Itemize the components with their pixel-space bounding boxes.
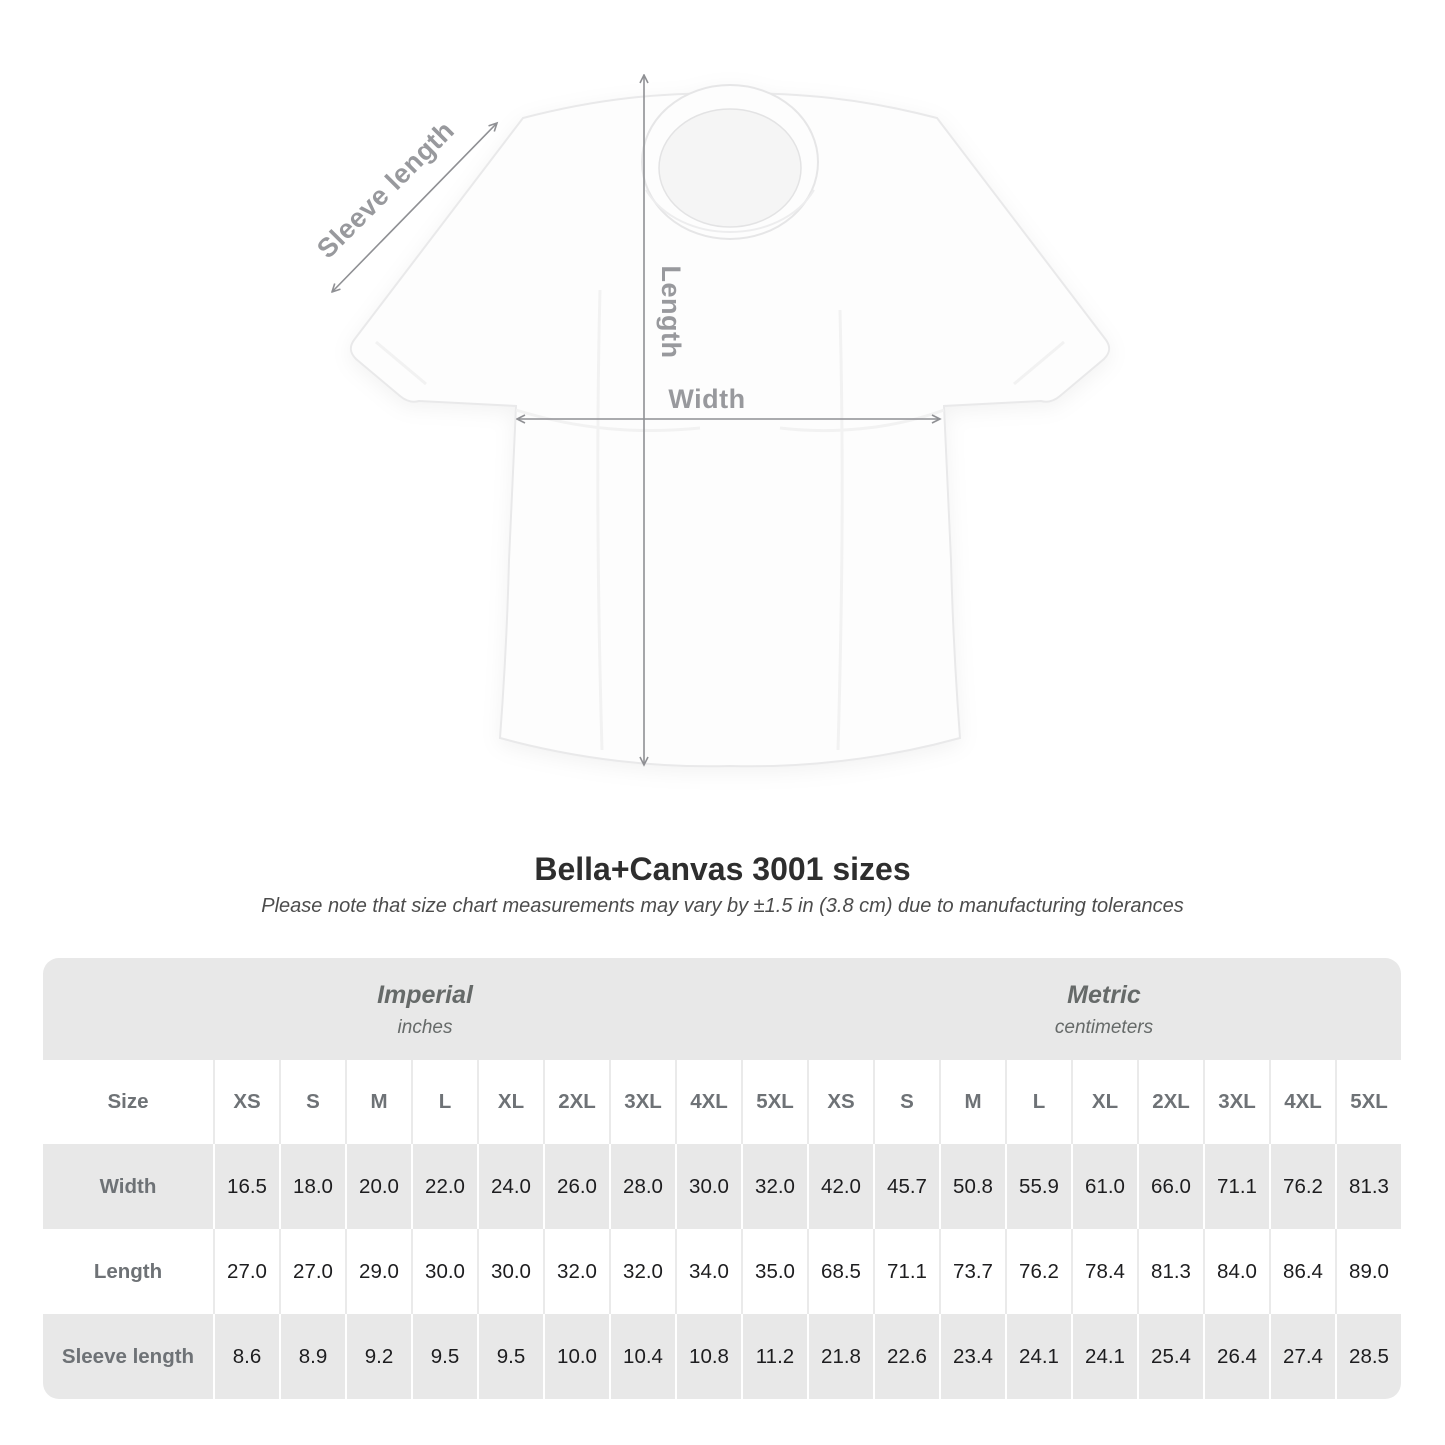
value-cell: 32.0	[609, 1229, 675, 1314]
size-corner-label: Size	[107, 1090, 149, 1113]
value-cell: 81.3	[1137, 1229, 1203, 1314]
width-label: Width	[668, 384, 746, 414]
value-cell: 86.4	[1269, 1229, 1335, 1314]
value-cell: 42.0	[807, 1144, 873, 1229]
value-cell: 24.1	[1005, 1314, 1071, 1399]
sleeve-length-label: Sleeve length	[311, 115, 461, 265]
imperial-unit: inches	[397, 1017, 453, 1038]
size-chart-title: Bella+Canvas 3001 sizes	[534, 851, 911, 887]
value-cell: 28.0	[609, 1144, 675, 1229]
size-header-cell: 2XL	[1137, 1060, 1203, 1144]
size-header-cell: 5XL	[1335, 1060, 1401, 1144]
value-cell: 9.5	[477, 1314, 543, 1399]
tshirt-image	[280, 50, 1160, 830]
value-cell: 27.0	[279, 1229, 345, 1314]
value-cell: 76.2	[1005, 1229, 1071, 1314]
value-cell: 22.0	[411, 1144, 477, 1229]
size-header-cell: XL	[1071, 1060, 1137, 1144]
row-width	[43, 1144, 1401, 1229]
value-cell: 29.0	[345, 1229, 411, 1314]
value-cell: 34.0	[675, 1229, 741, 1314]
size-header-cell: S	[873, 1060, 939, 1144]
value-cell: 28.5	[1335, 1314, 1401, 1399]
tshirt-silhouette	[351, 85, 1109, 766]
value-cell: 76.2	[1269, 1144, 1335, 1229]
tshirt-measurement-diagram	[280, 50, 1160, 830]
value-cell: 30.0	[411, 1229, 477, 1314]
value-cell: 84.0	[1203, 1229, 1269, 1314]
value-cell: 71.1	[1203, 1144, 1269, 1229]
row-label: Sleeve length	[43, 1314, 213, 1399]
value-cell: 30.0	[477, 1229, 543, 1314]
value-cell: 45.7	[873, 1144, 939, 1229]
value-cell: 30.0	[675, 1144, 741, 1229]
value-cell: 22.6	[873, 1314, 939, 1399]
size-header-cell: M	[345, 1060, 411, 1144]
value-cell: 16.5	[213, 1144, 279, 1229]
size-table	[43, 958, 1401, 1399]
size-header-cell: L	[1005, 1060, 1071, 1144]
value-cell: 89.0	[1335, 1229, 1401, 1314]
value-cell: 10.0	[543, 1314, 609, 1399]
value-cell: 35.0	[741, 1229, 807, 1314]
value-cell: 9.2	[345, 1314, 411, 1399]
value-cell: 73.7	[939, 1229, 1005, 1314]
size-header-cell: 5XL	[741, 1060, 807, 1144]
value-cell: 11.2	[741, 1314, 807, 1399]
length-label: Length	[656, 265, 686, 359]
value-cell: 32.0	[543, 1229, 609, 1314]
row-sleeve-length	[43, 1314, 1401, 1399]
value-cell: 27.4	[1269, 1314, 1335, 1399]
metric-title: Metric	[1067, 981, 1141, 1009]
value-cell: 10.4	[609, 1314, 675, 1399]
value-cell: 10.8	[675, 1314, 741, 1399]
row-length	[43, 1229, 1401, 1314]
value-cell: 18.0	[279, 1144, 345, 1229]
size-header-cell: XS	[807, 1060, 873, 1144]
size-header-cell: M	[939, 1060, 1005, 1144]
value-cell: 78.4	[1071, 1229, 1137, 1314]
size-header-cell: 4XL	[675, 1060, 741, 1144]
imperial-group-header	[43, 958, 807, 1060]
value-cell: 71.1	[873, 1229, 939, 1314]
value-cell: 55.9	[1005, 1144, 1071, 1229]
metric-group-header	[807, 958, 1401, 1060]
size-header-cell: L	[411, 1060, 477, 1144]
value-cell: 23.4	[939, 1314, 1005, 1399]
tolerance-note: Please note that size chart measurements may vary by ±1.5 in (3.8 cm) due to manufacturing tolerances	[261, 895, 1184, 917]
value-cell: 20.0	[345, 1144, 411, 1229]
size-header-cell: 2XL	[543, 1060, 609, 1144]
value-cell: 68.5	[807, 1229, 873, 1314]
unit-band	[43, 958, 1401, 1060]
row-label: Length	[93, 1259, 163, 1283]
value-cell: 25.4	[1137, 1314, 1203, 1399]
value-cell: 66.0	[1137, 1144, 1203, 1229]
size-header-cell: 3XL	[1203, 1060, 1269, 1144]
row-label: Width	[43, 1144, 213, 1229]
value-cell: 24.0	[477, 1144, 543, 1229]
value-cell: 24.1	[1071, 1314, 1137, 1399]
value-cell: 21.8	[807, 1314, 873, 1399]
size-header-cell: 4XL	[1269, 1060, 1335, 1144]
value-cell: 8.9	[279, 1314, 345, 1399]
value-cell: 81.3	[1335, 1144, 1401, 1229]
value-cell: 61.0	[1071, 1144, 1137, 1229]
size-header-cell: S	[279, 1060, 345, 1144]
value-cell: 50.8	[939, 1144, 1005, 1229]
value-cell: 26.0	[543, 1144, 609, 1229]
metric-unit: centimeters	[1054, 1017, 1154, 1038]
value-cell: 8.6	[213, 1314, 279, 1399]
value-cell: 27.0	[213, 1229, 279, 1314]
value-cell: 32.0	[741, 1144, 807, 1229]
size-header-cell: XS	[213, 1060, 279, 1144]
size-header-row	[43, 1060, 1401, 1144]
imperial-title: Imperial	[377, 981, 473, 1009]
value-cell: 9.5	[411, 1314, 477, 1399]
size-header-cell: XL	[477, 1060, 543, 1144]
value-cell: 26.4	[1203, 1314, 1269, 1399]
size-header-cell: 3XL	[609, 1060, 675, 1144]
